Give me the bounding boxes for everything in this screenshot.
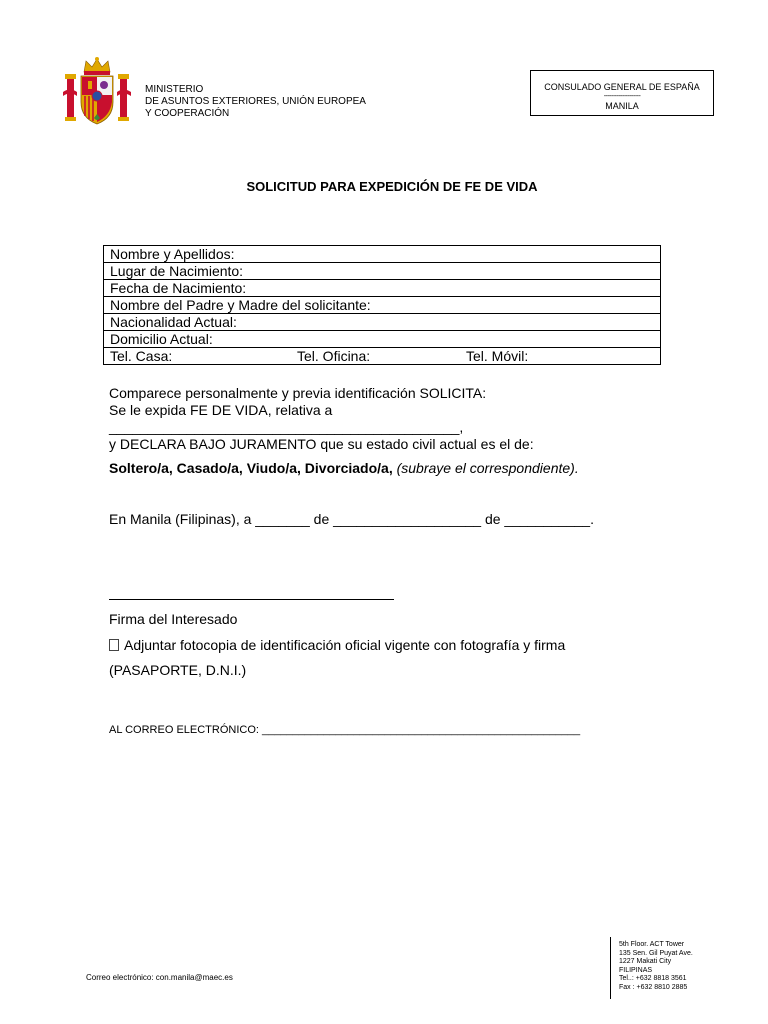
ministry-line: DE ASUNTOS EXTERIORES, UNIÓN EUROPEA (145, 96, 366, 107)
coat-of-arms-logo (62, 56, 132, 128)
body-line-blank[interactable]: _____________________________________________, (109, 419, 464, 435)
signature-label: Firma del Interesado (109, 611, 238, 627)
civil-status-line (109, 460, 579, 477)
document-title: SOLICITUD PARA EXPEDICIÓN DE FE DE VIDA (246, 179, 538, 194)
consulate-box (530, 70, 714, 116)
civil-status-options[interactable]: Soltero/a, Casado/a, Viudo/a, Divorciado/a, (109, 460, 393, 476)
field-fecha-nacimiento[interactable]: Fecha de Nacimiento: (104, 280, 661, 297)
field-padres[interactable]: Nombre del Padre y Madre del solicitante: (104, 297, 661, 314)
field-nacionalidad[interactable]: Nacionalidad Actual: (104, 314, 661, 331)
place-date-line[interactable]: En Manila (Filipinas), a _______ de ___________________ de ___________. (109, 511, 594, 527)
consulate-separator: -------------------- (603, 93, 641, 100)
footer-email: Correo electrónico: con.manila@maec.es (86, 973, 233, 982)
field-domicilio[interactable]: Domicilio Actual: (104, 331, 661, 348)
ministry-heading (145, 84, 366, 120)
body-line-solicita: Comparece personalmente y previa identificación SOLICITA: (109, 385, 487, 401)
field-lugar-nacimiento[interactable]: Lugar de Nacimiento: (104, 263, 661, 280)
field-telefonos[interactable] (104, 348, 661, 365)
signature-line[interactable] (109, 599, 394, 600)
consulate-city: MANILA (605, 101, 639, 111)
tel-casa-label: Tel. Casa: (110, 348, 173, 364)
consulate-name: CONSULADO GENERAL DE ESPAÑA (544, 82, 700, 92)
civil-status-note: (subraye el correspondiente). (396, 460, 579, 476)
consulate-address (619, 941, 693, 993)
ministry-line: Y COOPERACIÓN (145, 108, 230, 119)
address-line: Tel..: +632 8818 3561 (619, 975, 687, 983)
field-nombre[interactable]: Nombre y Apellidos: (104, 246, 661, 263)
address-divider (610, 937, 611, 999)
address-line: Fax : +632 8810 2885 (619, 983, 688, 991)
attach-docs: (PASAPORTE, D.N.I.) (109, 662, 247, 678)
applicant-data-table (103, 245, 661, 365)
address-line: 135 Sen. Gil Puyat Ave. (619, 949, 693, 957)
email-field[interactable]: AL CORREO ELECTRÓNICO: ____________________________________________________ (109, 724, 581, 736)
address-line: 1227 Makati City (619, 958, 672, 966)
address-line: 5th Floor. ACT Tower (619, 941, 685, 948)
body-line-expida: Se le expida FE DE VIDA, relativa a (109, 402, 333, 418)
checkbox-icon[interactable] (109, 639, 119, 651)
tel-movil-label: Tel. Móvil: (466, 348, 529, 364)
body-line-declara: y DECLARA BAJO JURAMENTO que su estado civil actual es el de: (109, 436, 534, 452)
address-line: FILIPINAS (619, 966, 653, 974)
ministry-line: MINISTERIO (145, 84, 204, 95)
tel-oficina-label: Tel. Oficina: (297, 348, 371, 364)
attach-note: Adjuntar fotocopia de identificación oficial vigente con fotografía y firma (124, 637, 566, 653)
attach-line (109, 637, 565, 654)
